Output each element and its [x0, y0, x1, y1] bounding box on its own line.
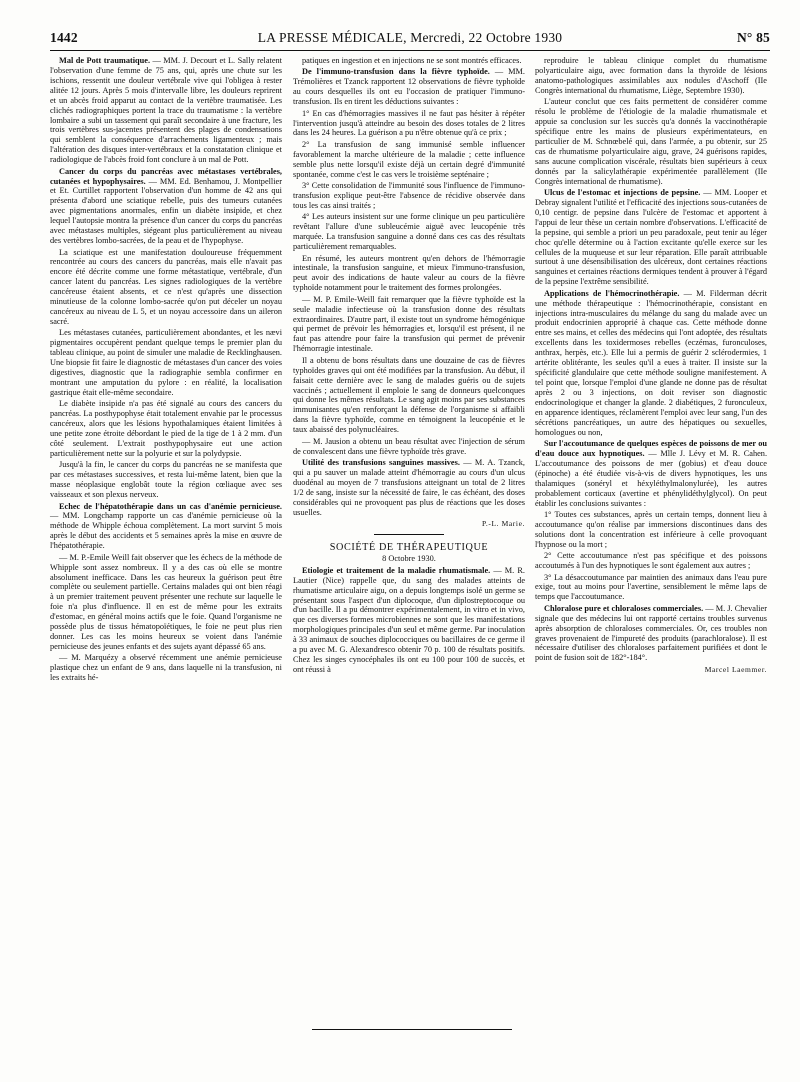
article-heading: Chloralose pure et chloraloses commerciales.: [544, 603, 704, 613]
page-number: 1442: [50, 30, 78, 45]
section-date: 8 Octobre 1930.: [382, 554, 436, 564]
article-text: — MM. Ed. Benhamou, J. Montpellier et Et. Curtillet rapportent l'observation d'un homme de 42 ans qui présenta d'abord une sciatique rebelle, puis des tumeurs cutanées avec pigmentations anormales, enfin un diabète insipide, et chez lequel l'autopsie montra la présence d'un cancer du corps du pancréas avec métastases multiples, siégeant plus particulièrement au niveau des vertèbres lombo-sacrées, de la peau et de l'hypophyse.: [50, 176, 282, 246]
column-2: [293, 56, 525, 676]
paragraph: 2° Cette accoutumance n'est pas spécifique et des poissons accoutumés à l'un des hypnotiques le sont également aux autres ;: [535, 551, 767, 571]
paragraph: La sciatique est une manifestation douloureuse fréquemment rencontrée au cours des cancers du pancréas, mais elle n'avait pas encore été décrite comme une forme métastatique, vertébrale, d'un cancer latent du pancréas. Les signes radiologiques de la vertèbre cancéreuse étaient absents, et ce n'est qu'après une dissection minutieuse de la colonne lombo-sacrée qu'on put déceler un noyau cancéreux au niveau de L 5, et un noyau accessoire dans un aileron sacré.: [50, 247, 282, 326]
paragraph: Le diabète insipide n'a pas été signalé au cours des cancers du pancréas. La posthypophyse était totalement envahie par le processus cancéreux, alors que les lésions hypothalamiques étaient limitées à une petite zone étroite débordant le pied de la tige de 1 à 2 mm. d'un côté seulement. L'extrait posthypophysaire eut une action particulièrement nette sur la polyurie et sur la polydypsie.: [50, 399, 282, 458]
paragraph: 3° Cette consolidation de l'immunité sous l'influence de l'immuno-transfusion explique peut-être l'absence de récidive observée dans tous les cas ainsi traités ;: [293, 181, 525, 210]
article-text: — MM. Trémolières et Tzanck rapportent 12 observations de fièvre typhoïde au cours desquelles ils ont eu l'occasion de pratiquer l'immuno-transfusion. Ils en tirent les déductions suivantes :: [293, 67, 525, 107]
paragraph: reproduire le tableau clinique complet du rhumatisme polyarticulaire aigu, avec formation dans la thyroïde de lésions anatomo-pathologiques assimilables aux nodules d'Aschoff (IIe Congrès international du rhumatisme, Liège, Septembre 1930).: [535, 56, 767, 95]
article-rheumatism: [293, 566, 525, 675]
article-heading: Utilité des transfusions sanguines massives.: [302, 457, 460, 467]
paragraph: patiques en ingestion et en injections ne se sont montrés efficaces.: [302, 56, 522, 65]
paragraph: 2° La transfusion de sang immunisé semble influencer favorablement la marche ultérieure de la maladie ; cette influence semble plus nette lorsqu'il existe déjà un certain degré d'immunité spontanée, comme c'est le cas vers le troisième septénaire ;: [293, 139, 525, 179]
paragraph: 1° En cas d'hémorragies massives il ne faut pas hésiter à répéter l'intervention jusqu'à atteindre au besoin des doses totales de 2 litres dans les 24 heures. La guérison a pu n'être obtenue qu'à ce prix ;: [293, 108, 525, 138]
paragraph: 4° Les auteurs insistent sur une forme clinique un peu particulière revêtant l'allure d'une subleucémie aiguë avec leucopénie très marquée. La transfusion sanguine a donné dans ces cas des résultats particulièrement remarquables.: [293, 212, 525, 252]
article-heading: Ulcus de l'estomac et injections de pepsine.: [544, 187, 701, 197]
page-header: [50, 30, 770, 48]
article-transfusions: [293, 458, 525, 518]
footer-rule: [312, 1029, 512, 1030]
paragraph: 1° Toutes ces substances, après un certain temps, donnent lieu à accoutumance qu'on réalise par immersions discontinues dans des solutions dont la concentration est inférieure à celle provoquant l'hypnose ou la mort ;: [535, 509, 767, 549]
article-pancreas: [50, 167, 282, 246]
paragraph: L'auteur conclut que ces faits permettent de considérer comme résolu le problème de l'étiologie de la maladie rhumatismale et appuie sa conclusion sur les succès qu'a donnés la vaccinothérapie spécifique entre les mains de plusieurs expérimentateurs, en particulier de M. Schnœbelé qui, dans l'armée, a pu obtenir, sur 25 cas de rhumatisme polyarticulaire aigu, grave, 24 guérisons rapides, sans aucune complication viscérale, résultats bien supérieurs à ceux donnés par la salicylathérapie expérimentée parallèlement (IIe Congrès international de rhumatisme).: [535, 97, 767, 186]
paragraph: — M. P. Emile-Weill fait remarquer que la fièvre typhoïde est la seule maladie infectieuse où la transfusion donne des résultats extraordinaires. D'autre part, il existe tout un syndrome hémogénique qui permet de prévoir les hémorragies et, lorsqu'il est présent, il ne faut pas attendre pour faire la transfusion qui permet de prévenir l'hémorragie intestinale.: [293, 294, 525, 354]
article-text: — MM. Looper et Debray signalent l'utilité et l'efficacité des injections sous-cutanées de 0,10 centigr. de pepsine dans l'ulcère de l'estomac et apportent à l'appui de leur thèse un certain nombre d'observations. L'efficacité de la pepsine, qui semble a priori un peu paradoxale, peut tenir au léger choc qu'elle détermine ou à l'action excitante qu'elle exerce sur les cellules de la muqueuse et sur leur réparation. Elle paraît attribuable surtout à une désensibilisation des ulcéreux, dont certaines réactions sanguines et certaines réactions dermiques tendent à prouver à l'égard de la pepsine l'extrême sensibilité.: [535, 187, 768, 287]
article-text: — Mlle J. Lévy et M. R. Cahen. L'accoutumance des poissons de mer (gobius) et d'eau douce (épinoche) a été étudiée vis-à-vis de divers hypnotiques, les uns thalamiques (sonéryl et héxyléthylmalonylurée), les autres probablement corticaux (avertine et phénylidéthylglycol). On peut établir les conclusions suivantes :: [535, 448, 768, 508]
article-hemocrinotherapy: [535, 289, 767, 438]
article-heading: Echec de l'hépatothérapie dans un cas d'anémie pernicieuse.: [59, 501, 282, 511]
paragraph: Les métastases cutanées, particulièrement abondantes, et les nævi pigmentaires occupèrent pendant quelque temps le premier plan du tableau clinique, au point de simuler une maladie de Recklinghausen. Une biopsie fit faire le diagnostic de métastases d'un cancer des voies digestives, diagnostic que la radiographie sembla confirmer en montrant une amputation du pylore : en réalité, la localisation gastrique était elle-même secondaire.: [50, 328, 282, 397]
section-divider: [374, 534, 444, 535]
paragraph: 3° La désaccoutumance par maintien des animaux dans l'eau pure exige, tout au moins pour l'avertine, sensiblement le même laps de temps que l'accoutumance.: [535, 572, 767, 602]
author-signature: Marcel Laemmer.: [704, 664, 767, 674]
article-heading: Cancer du corps du pancréas avec métastases vertébrales, cutanées et hypophysaires.: [50, 166, 282, 186]
article-text: — M. R. Lautier (Nice) rappelle que, du sang des malades atteints de rhumatisme articulaire aigu, on a depuis longtemps isolé un germe se présentant sous l'aspect d'un diplocoque, d'un diplostreptocoque ou d'un bacille. Il a pu démontrer expérimentalement, in vitro et in vivo, que ces diverses formes microbiennes ne sont que les manifestations morphologiques principales d'un seul et même germe. Par inoculation à 33 animaux de souches diplococciques ou bacillaires de ce germe il a pu avec M. G. Alexandresco obtenir 70 p. 100 de résultats positifs. Chez les singes cynocéphales ils ont eu 100 pour 100 de succès, et ont réussi à: [293, 565, 525, 674]
article-immuno-transfusion: [293, 67, 525, 107]
article-anemia: [50, 502, 282, 552]
issue-number: N° 85: [736, 30, 770, 45]
paragraph: Jusqu'à la fin, le cancer du corps du pancréas ne se manifesta que par ces métastases successives, et resta lui-même latent, bien que la masse néoplasique englobât toute la région cœliaque avec ses vaisseaux et son plexus nerveux.: [50, 460, 282, 500]
header-rule: [50, 50, 770, 51]
paragraph: — M. Marquézy a observé récemment une anémie pernicieuse plastique chez un enfant de 9 ans, dans laquelle ni la transfusion, ni les extraits hé-: [50, 653, 282, 683]
article-chloralose: [535, 604, 767, 664]
article-heading: Mal de Pott traumatique.: [59, 56, 151, 65]
article-text: — MM. Longchamp rapporte un cas d'anémie pernicieuse où la méthode de Whipple échoua complètement. La mort survint 5 mois après le début des accidents et 5 semaines après la mise en œuvre de l'hépatothérapie.: [50, 511, 282, 551]
article-heading: Sur l'accoutumance de quelques espèces de poissons de mer ou d'eau douce aux hypnotiques.: [535, 439, 767, 458]
article-text: — M. Filderman décrit une méthode thérapeutique : l'hémocrinothérapie, consistant en injections intra-musculaires du mélange du sang du malade avec un produit endocrinien approprié à chaque cas. Cette méthode donne entre ses mains, et celles des médecins qui l'ont adoptée, des résultats excellents dans les toxidermoses rebelles (eczémas, furonculoses, anthrax, herpès, etc.). Elle lui a permis de guérir 2 sclérodermies, 1 artérite oblitérante, les seules qu'il a eues à traiter. Il insiste sur la spécificité glandulaire que cette méthode souligne manifestement. A tel point que, lorsque l'emploi d'une glande ne donne pas de résultat après 2 ou 3 injections, on doit reviser son diagnostic endocrinologique et changer la glande. 2 diabétiques, 2 furonculeux, en apparence identiques, réclamèrent l'emploi avec leur sang, l'un des sécrétions pancréatiques, un autre des hépatiques ou sexuelles, homologues ou non,: [535, 288, 767, 437]
paragraph: — M. Jausion a obtenu un beau résultat avec l'injection de sérum de convalescent dans une fièvre typhoïde très grave.: [293, 436, 525, 456]
article-heading: De l'immuno-transfusion dans la fièvre typhoïde.: [302, 67, 490, 77]
article-text: — M. J. Chevalier signale que des médecins lui ont rapporté certains troubles survenus après absorption de chloraloses commerciales. Or, ces troubles non graves provenaient de l'impureté des produits (parachloralose). Il est nécessaire d'utiliser des chloraloses parfaitement purifiées et dont le point de fusion soit de 182°-184°.: [535, 603, 767, 663]
column-1: [50, 56, 282, 685]
section-title: SOCIÉTÉ DE THÉRAPEUTIQUE: [329, 541, 489, 553]
paragraph: — M. P.-Emile Weill fait observer que les échecs de la méthode de Whipple sont assez nombreux. Il y a des cas où elle se montre absolument inefficace. Dans les cas heureux la guérison peut être complète ou seulement partielle. Certains malades qui ont bien réagi à un premier traitement peuvent présenter une rechute sur laquelle le foie n'a plus d'influence. Il en est de même pour les extraits d'estomac, en général moins actifs que le foie. Quand l'organisme ne possède plus de tissus hématopoïétiques, le foie ne peut plus rien donner. Les cas les moins heureux se voient dans l'anémie pernicieuse des jeunes enfants et des sujets ayant dépassé 65 ans.: [50, 552, 282, 651]
article-pott: [50, 56, 282, 165]
author-signature: P.-L. Marie.: [481, 518, 525, 528]
article-pepsin: [535, 188, 767, 287]
paragraph: Il a obtenu de bons résultats dans une douzaine de cas de fièvres typhoïdes graves qui ont été modifiées par la transfusion. Au début, il faisait cette dernière avec le sang de malades guéris ou de sujets vaccinés ; actuellement il emploie le sang de donneurs quelconques qui donne les mêmes résultats. Le sang agit moins par ses substances immunisantes qu'en renforçant la défense de l'organisme si affaibli dans la fièvre typhoïde, comme en témoignent la leucopénie et le taux abaissé des polynucléaires.: [293, 355, 525, 435]
article-text: — M. A. Tzanck, qui a pu sauver un malade atteint d'hémorragie au cours d'un ulcus duodénal au moyen de 7 transfusions atteignant un total de 2 litres 1/2 de sang, insiste sur la nécessité de faire, le cas échéant, des doses considérables qui ne provoquent pas plus de réactions que les doses usuelles.: [293, 457, 525, 517]
paragraph: En résumé, les auteurs montrent qu'en dehors de l'hémorragie intestinale, la transfusion sanguine, et mieux l'immuno-transfusion, peut avoir des indications de haute valeur au cours de la fièvre typhoïde notamment pour le traitement des formes prolongées.: [293, 253, 525, 293]
article-fish-hypnotics: [535, 439, 767, 508]
article-heading: Etiologie et traitement de la maladie rhumatismale.: [302, 565, 491, 575]
journal-title: LA PRESSE MÉDICALE, Mercredi, 22 Octobre 1930: [257, 30, 563, 45]
article-text: — MM. J. Decourt et L. Sally relatent l'observation d'une femme de 75 ans, qui, après une chute sur les ischions, ressentit une douleur vertébrale vive qui l'obligea à rester alitée 12 jours. Après 5 mois d'intervalle libre, les douleurs reprirent et un abcès froid apparut au contact de la vertèbre traumatisée. Les clichés radiographiques portent la trace du traumatisme : la vertèbre lombaire a subi un tassement qui paraît secondaire à une fracture, les trois vertèbres sus-jacentes présentent des plages de condensations qui semblent la conséquence d'arrachements ligamenteux ; mais l'altération des disques inter-vertébraux et la constatation clinique et radiologique de l'abcès froid font conclure à un mal de Pott.: [50, 56, 282, 165]
article-heading: Applications de l'hémocrinothérapie.: [544, 288, 680, 298]
column-3: [535, 56, 767, 676]
